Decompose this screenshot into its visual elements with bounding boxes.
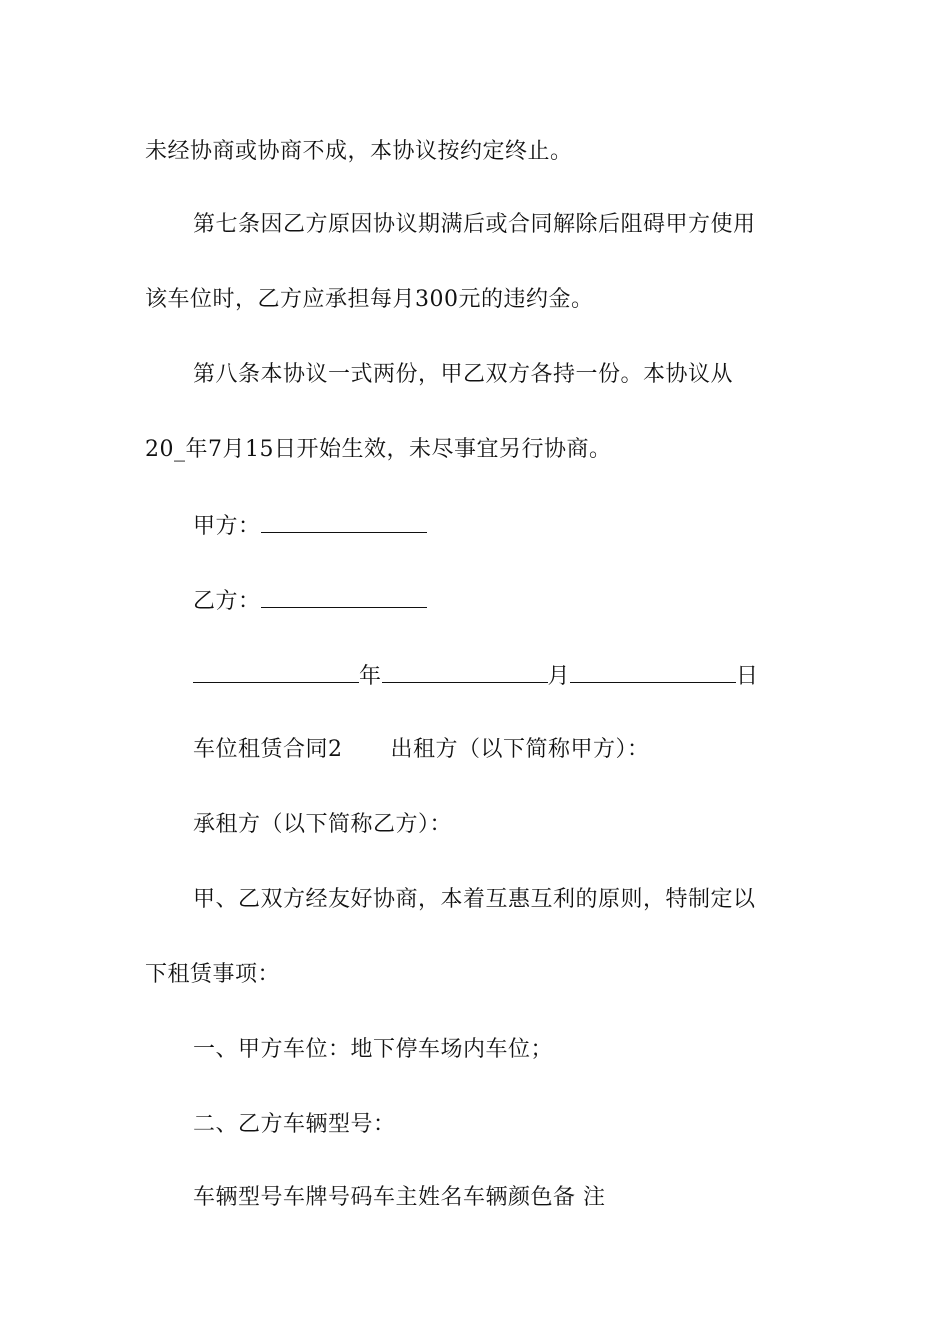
year-label: 年 [359,664,382,689]
paragraph-line: 20_年7月15日开始生效，未尽事宜另行协商。 [145,437,612,462]
party-b-blank [261,585,427,608]
year-blank [193,660,359,683]
vehicle-table-header: 车辆型号车牌号码车主姓名车辆颜色备 注 [193,1185,606,1210]
item-2-line: 二、乙方车辆型号： [193,1112,396,1137]
paragraph-line: 该车位时，乙方应承担每月300元的违约金。 [145,287,594,312]
contract-2-title: 车位租赁合同2 [193,737,343,762]
lessor-label: 出租方（以下简称甲方）： [390,737,650,762]
month-label: 月 [547,664,571,689]
lessee-label: 承租方（以下简称乙方）： [193,812,453,837]
party-b-signature [193,585,427,617]
date-line [193,660,759,692]
party-a-label: 甲方： [193,514,261,539]
intro-line: 甲、乙双方经友好协商，本着互惠互利的原则，特制定以 [193,887,756,912]
month-blank [382,660,548,683]
day-blank [570,660,736,683]
paragraph-line: 未经协商或协商不成，本协议按约定终止。 [145,139,573,164]
item-1-line: 一、甲方车位：地下停车场内车位； [193,1037,554,1062]
party-a-signature [193,510,427,542]
intro-line-continued: 下租赁事项： [145,962,281,987]
article-8-line: 第八条本协议一式两份，甲乙双方各持一份。本协议从 [193,362,734,387]
day-label: 日 [736,664,759,689]
contract-2-header [193,735,650,765]
party-b-label: 乙方： [193,589,261,614]
party-a-blank [261,510,427,533]
article-7-line: 第七条因乙方原因协议期满后或合同解除后阻碍甲方使用 [193,212,756,237]
